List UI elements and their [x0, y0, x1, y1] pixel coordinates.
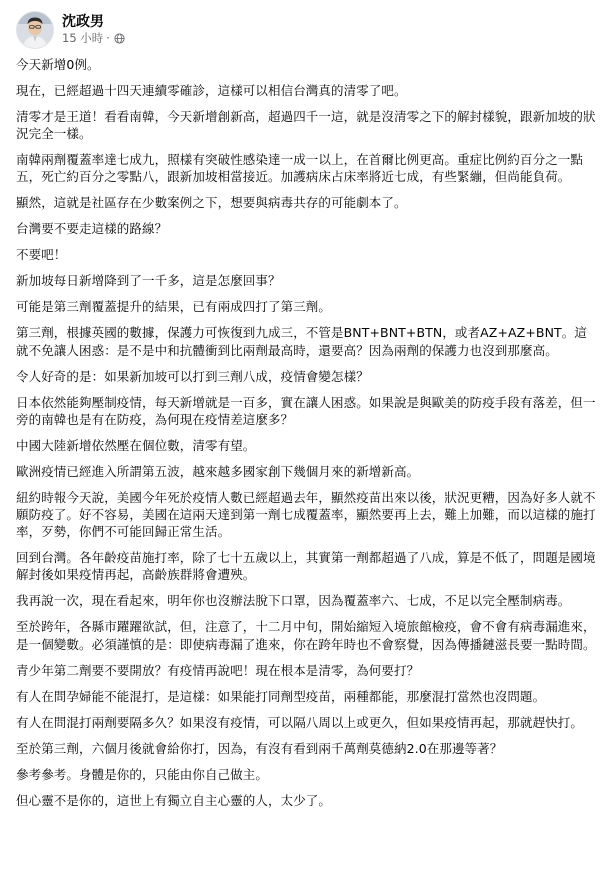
post-paragraph: 可能是第三劑覆蓋提升的結果，已有兩成四打了第三劑。 — [16, 299, 332, 315]
post-paragraph: 歐洲疫情已經進入所謂第五波，越來越多國家創下幾個月來的新增新高。 — [16, 463, 420, 479]
post-paragraph: 今天新增0例。 — [16, 57, 100, 72]
post-paragraph: 中國大陸新增依然壓在個位數，清零有望。 — [16, 437, 256, 453]
author-name[interactable]: 沈政男 — [62, 14, 104, 30]
avatar-image — [17, 12, 53, 48]
post-timestamp[interactable]: 15 小時 — [62, 31, 104, 45]
post-paragraph: 南韓兩劑覆蓋率達七成九，照樣有突破性感染達一成一以上，在首爾比例更高。重症比例約百分之一點五，死亡約百分之零點八，跟新加坡相當接近。加護病床占床率將近七成，有些緊繃，但尚能負荷。 — [16, 152, 584, 185]
post-paragraph: 第三劑，根據英國的數據，保護力可恢復到九成三，不管是BNT+BNT+BTN，或者AZ+AZ+BNT。這就不免讓人困惑：是不是中和抗體衝到比兩劑最高時，還要高？因為兩劑的保護力也沒到那麼高。 — [16, 325, 587, 358]
post-paragraph: 現在，已經超過十四天連續零確診，這樣可以相信台灣真的清零了吧。 — [16, 83, 407, 98]
post-paragraph: 台灣要不要走這樣的路線？ — [16, 221, 168, 237]
post-paragraph: 紐約時報今天說，美國今年死於疫情人數已經超過去年，顯然疫苗出來以後，狀況更糟，因為好多人就不願防疫了。好不容易，美國在這兩天達到第一劑七成覆蓋率，顯然要再上去，難上加難，而以這樣的施打率，歹勢，你們不可能回歸正常生活。 — [16, 489, 596, 540]
post-paragraph: 參考參考。身體是你的，只能由你自己做主。 — [16, 766, 269, 782]
post-paragraph: 青少年第二劑要不要開放？有疫情再說吧！現在根本是清零，為何要打？ — [16, 662, 420, 678]
post-paragraph: 至於第三劑，六個月後就會給你打，因為，有沒有看到兩千萬劑莫德納2.0在那邊等著？ — [16, 740, 503, 756]
post-paragraph: 日本依然能夠壓制疫情，每天新增就是一百多，實在讓人困惑。如果說是與歐美的防疫手段有落差，但一旁的南韓也是有在防疫，為何現在疫情差這麼多？ — [16, 394, 596, 427]
post-paragraph: 令人好奇的是：如果新加坡可以打到三劑八成，疫情會變怎樣？ — [16, 368, 369, 384]
post-paragraph: 有人在問混打兩劑要隔多久？如果沒有疫情，可以隔八周以上或更久，但如果疫情再起，那就趕快打。 — [16, 714, 584, 730]
post-paragraph: 不要吧！ — [16, 247, 67, 263]
post-paragraph: 清零才是王道！看看南韓，今天新增創新高，超過四千一這，就是沒清零之下的解封樣貌，跟新加坡的狀況完全一樣。 — [16, 109, 596, 142]
author-block — [62, 14, 125, 46]
post-paragraph: 新加坡每日新增降到了一千多，這是怎麼回事？ — [16, 273, 281, 289]
post-paragraph: 我再說一次，現在看起來，明年你也沒辦法脫下口罩，因為覆蓋率六、七成，不足以完全壓制病毒。 — [16, 593, 571, 609]
globe-icon[interactable] — [114, 33, 125, 44]
post-paragraph: 但心靈不是你的，這世上有獨立自主心靈的人，太少了。 — [16, 792, 332, 808]
post-body — [16, 56, 597, 809]
post-meta — [62, 31, 125, 46]
post-paragraph: 至於跨年，各縣市躍躍欲試，但，注意了，十二月中旬，開始縮短入境旅館檢疫，會不會有病毒漏進來，是一個變數。必須謹慎的是：即使病毒漏了進來，你在跨年時也不會察覺，因為傳播鏈滋長要一點時間。 — [16, 619, 596, 652]
post-header — [16, 10, 597, 50]
post-paragraph: 有人在問孕婦能不能混打，是這樣：如果能打同劑型疫苗，兩種都能，那麼混打當然也沒問題。 — [16, 688, 546, 704]
post-paragraph: 顯然，這就是社區存在少數案例之下，想要與病毒共存的可能劇本了。 — [16, 195, 407, 211]
meta-separator: · — [106, 31, 110, 45]
post-paragraph: 回到台灣。各年齡疫苗施打率，除了七十五歲以上，其實第一劑都超過了八成，算是不低了，問題是國境解封後如果疫情再起，高齡族群將會遭殃。 — [16, 550, 596, 583]
avatar[interactable] — [16, 11, 54, 49]
